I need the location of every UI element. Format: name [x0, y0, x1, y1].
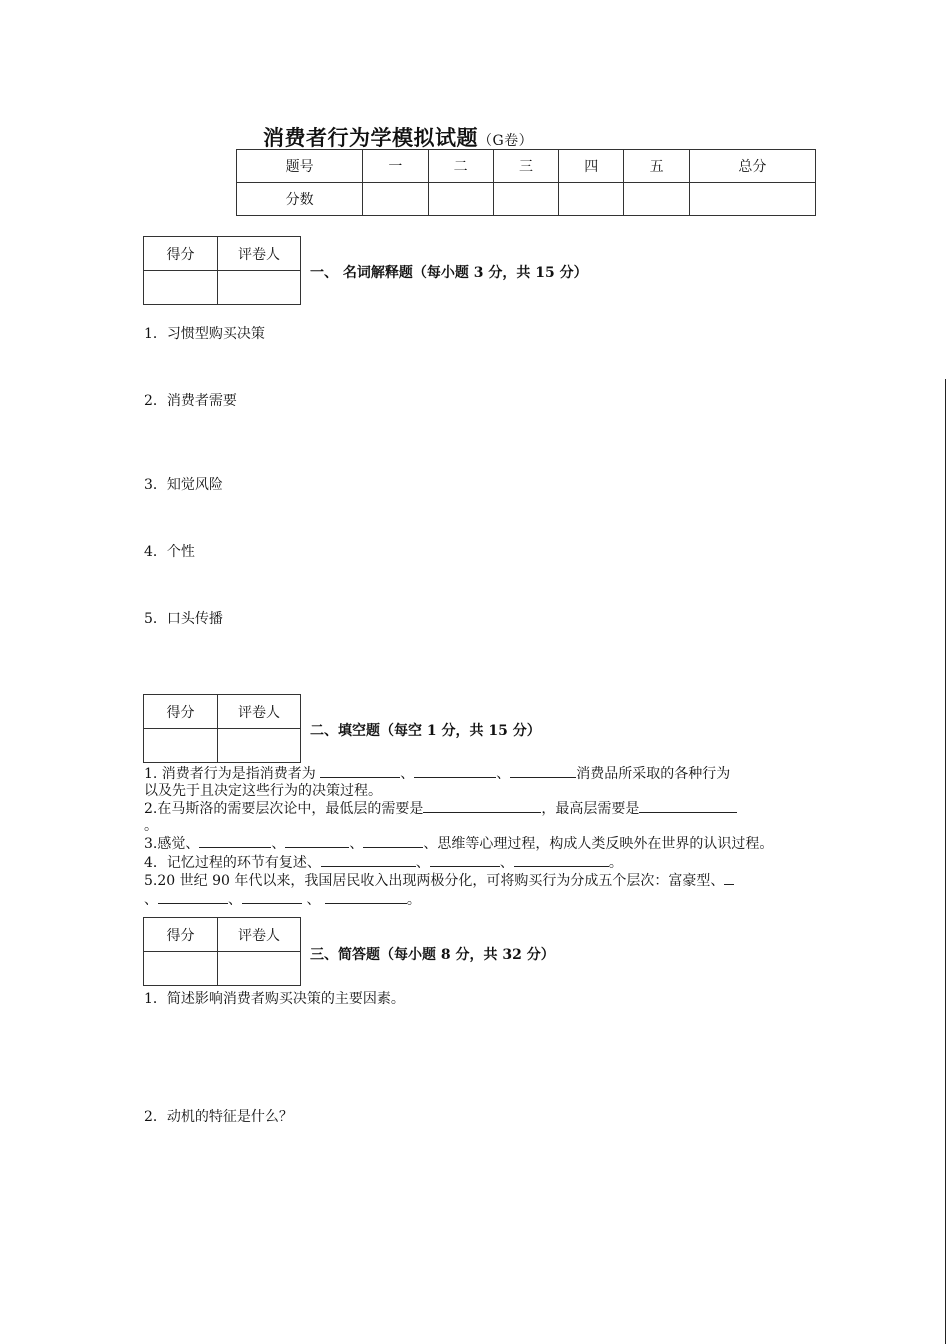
score-header-cell: 一: [363, 150, 428, 183]
fill-q3: [144, 834, 819, 853]
grader-cell: [218, 952, 301, 986]
grader-score-cell: [144, 729, 218, 763]
fill-q5-line1: [144, 871, 819, 890]
fill-in-questions: [144, 764, 819, 908]
answer-blank[interactable]: [414, 764, 496, 778]
grader-box-1: [143, 236, 301, 305]
answer-blank[interactable]: [363, 834, 423, 848]
separator: 、: [228, 891, 242, 908]
answer-blank[interactable]: [199, 834, 271, 848]
title-main: 消费者行为学模拟试题: [263, 125, 478, 150]
separator: 、: [415, 854, 430, 871]
grader-score-label: 得分: [144, 918, 218, 952]
question-text: 、思维等心理过程，构成人类反映外在世界的认识过程。: [423, 836, 774, 852]
question-text: ，最高层需要是: [541, 801, 640, 817]
score-header-cell: 总分: [689, 150, 815, 183]
answer-blank[interactable]: [321, 853, 416, 867]
separator: 、: [349, 836, 364, 852]
score-table: [236, 149, 816, 216]
score-table-header-row: [237, 150, 816, 183]
section1-item: 5．口头传播: [144, 611, 223, 627]
page-edge-line: [945, 379, 946, 1344]
score-header-cell: 四: [559, 150, 624, 183]
answer-blank[interactable]: [325, 890, 407, 904]
section1-item: 3．知觉风险: [144, 477, 223, 493]
score-cell: [493, 183, 558, 216]
fill-q5-line2: [144, 890, 819, 909]
question-text: 消费品所采取的各种行为: [576, 766, 731, 782]
score-row-label: 分数: [237, 183, 363, 216]
question-text: 1. 消费者行为是指消费者为: [144, 766, 316, 782]
section2-heading: 二、填空题（每空 1 分，共 15 分）: [310, 723, 541, 739]
fill-q2-end: 。: [144, 817, 158, 834]
score-header-cell: 三: [493, 150, 558, 183]
fill-q2: [144, 799, 819, 818]
grader-box-3: [143, 917, 301, 986]
section1-item: 4．个性: [144, 544, 195, 560]
section1-item: 2．消费者需要: [144, 393, 237, 409]
grader-score-cell: [144, 952, 218, 986]
grader-cell: [218, 271, 301, 305]
score-cell: [428, 183, 493, 216]
grader-cell: [218, 729, 301, 763]
score-cell: [689, 183, 815, 216]
answer-blank[interactable]: [158, 890, 228, 904]
answer-blank[interactable]: [423, 799, 541, 813]
question-text: 4．记忆过程的环节有复述、: [144, 854, 321, 871]
separator: 、: [499, 854, 514, 871]
score-header-cell: 五: [624, 150, 689, 183]
answer-blank[interactable]: [724, 871, 734, 885]
grader-label: 评卷人: [218, 695, 301, 729]
score-cell: [624, 183, 689, 216]
grader-score-label: 得分: [144, 695, 218, 729]
question-text: 2.在马斯洛的需要层次论中，最低层的需要是: [144, 801, 424, 817]
answer-blank[interactable]: [639, 799, 737, 813]
question-text: 5.20 世纪 90 年代以来，我国居民收入出现两极分化，可将购买行为分成五个层次：富豪型、: [144, 873, 725, 889]
exam-title: [263, 122, 533, 152]
separator: 、: [496, 766, 511, 782]
question-text: 3.感觉、: [144, 836, 200, 852]
separator: 。: [608, 854, 623, 871]
answer-blank[interactable]: [285, 834, 349, 848]
separator: 、: [302, 891, 325, 908]
title-sub: （G卷）: [478, 133, 534, 149]
separator: 、: [144, 891, 158, 908]
grader-score-cell: [144, 271, 218, 305]
section3-heading: 三、简答题（每小题 8 分，共 32 分）: [310, 947, 555, 963]
grader-label: 评卷人: [218, 918, 301, 952]
answer-blank[interactable]: [320, 764, 400, 778]
grader-score-label: 得分: [144, 237, 218, 271]
section3-item: 2．动机的特征是什么？: [144, 1109, 293, 1125]
grader-label: 评卷人: [218, 237, 301, 271]
answer-blank[interactable]: [514, 853, 609, 867]
fill-q4: [144, 853, 819, 872]
score-cell: [363, 183, 428, 216]
section1-heading: 一、 名词解释题（每小题 3 分，共 15 分）: [310, 265, 588, 281]
answer-blank[interactable]: [430, 853, 500, 867]
separator: 。: [406, 891, 421, 908]
fill-q1-line2: 以及先于且决定这些行为的决策过程。: [144, 782, 382, 799]
score-header-cell: 二: [428, 150, 493, 183]
score-header-cell: 题号: [237, 150, 363, 183]
section1-item: 1．习惯型购买决策: [144, 326, 265, 342]
separator: 、: [271, 836, 286, 852]
answer-blank[interactable]: [510, 764, 576, 778]
grader-box-2: [143, 694, 301, 763]
score-table-score-row: [237, 183, 816, 216]
section3-item: 1．简述影响消费者购买决策的主要因素。: [144, 991, 405, 1007]
separator: 、: [400, 766, 415, 782]
fill-q1-line1: [144, 764, 819, 783]
score-cell: [559, 183, 624, 216]
answer-blank[interactable]: [242, 890, 302, 904]
